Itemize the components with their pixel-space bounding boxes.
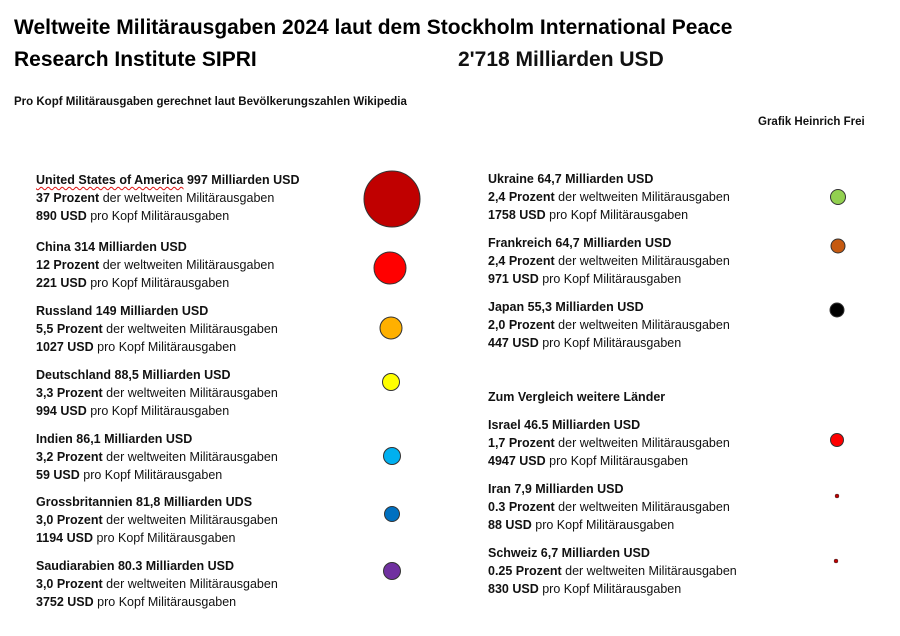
country-per-capita-label: 1027 USD pro Kopf Militärausgaben (36, 340, 237, 354)
country-spending-value: 64,7 Milliarden USD (533, 172, 654, 186)
bubble-russland (380, 317, 402, 339)
country-percent-label: 12 Prozent der weltweiten Militärausgaben (36, 258, 275, 272)
country-per-capita-label: 994 USD pro Kopf Militärausgaben (36, 404, 230, 418)
country-per-capita-label: 447 USD pro Kopf Militärausgaben (488, 336, 682, 350)
country-percent-label: 2,0 Prozent der weltweiten Militärausgaben (488, 318, 730, 332)
country-per-capita-label: 1758 USD pro Kopf Militärausgaben (488, 208, 689, 222)
bubble-deutschland (383, 374, 400, 391)
country-spending-value: 997 Milliarden USD (183, 173, 300, 187)
country-percent-label: 2,4 Prozent der weltweiten Militärausgaben (488, 254, 730, 268)
country-percent-label: 0.25 Prozent der weltweiten Militärausgaben (488, 564, 737, 578)
country-spending-value: 149 Milliarden USD (92, 304, 209, 318)
country-per-capita-label: 971 USD pro Kopf Militärausgaben (488, 272, 682, 286)
bubble-israel (831, 434, 844, 447)
country-spending-value: 80.3 Milliarden USD (114, 559, 234, 573)
country-spending-value: 314 Milliarden USD (70, 240, 187, 254)
country-per-capita-label: 830 USD pro Kopf Militärausgaben (488, 582, 682, 596)
bubble-ukraine (831, 190, 846, 205)
country-percent-label: 37 Prozent der weltweiten Militärausgaben (36, 191, 275, 205)
country-name: Indien (36, 432, 73, 446)
country-spending-value: 86,1 Milliarden USD (72, 432, 193, 446)
country-percent-label: 3,3 Prozent der weltweiten Militärausgaben (36, 386, 278, 400)
country-name: China (36, 240, 71, 254)
chart-subtitle: Pro Kopf Militärausgaben gerechnet laut Bevölkerungszahlen Wikipedia (14, 96, 407, 108)
country-per-capita-label: 221 USD pro Kopf Militärausgaben (36, 276, 230, 290)
bubble-frankreich (831, 239, 845, 253)
country-percent-label: 1,7 Prozent der weltweiten Militärausgaben (488, 436, 730, 450)
country-spending-value: 81,8 Milliarden UDS (132, 495, 253, 509)
country-spending-value: 6,7 Milliarden USD (537, 546, 650, 560)
country-name: United States of America (36, 173, 184, 187)
bubble-grossbritannien (385, 507, 400, 522)
country-per-capita-label: 4947 USD pro Kopf Militärausgaben (488, 454, 689, 468)
country-name: Deutschland (36, 368, 112, 382)
country-spending-value: 88,5 Milliarden USD (111, 368, 231, 382)
country-spending-value: 46.5 Milliarden USD (520, 418, 641, 432)
country-name: Iran (488, 482, 511, 496)
bubble-indien (384, 448, 401, 465)
country-name: Frankreich (488, 236, 552, 250)
country-spending-value: 64,7 Milliarden USD (551, 236, 672, 250)
bubble-japan (830, 303, 844, 317)
country-name: Japan (488, 300, 525, 314)
bubble-china (374, 252, 406, 284)
country-name: Grossbritannien (36, 495, 133, 509)
country-name: Ukraine (488, 172, 534, 186)
country-name: Russland (36, 304, 93, 318)
country-spending-value: 7,9 Milliarden USD (510, 482, 624, 496)
country-percent-label: 2,4 Prozent der weltweiten Militärausgaben (488, 190, 730, 204)
chart-title-line1: Weltweite Militärausgaben 2024 laut dem Stockholm International Peace (14, 16, 733, 39)
bubble-schweiz (834, 559, 838, 563)
country-per-capita-label: 890 USD pro Kopf Militärausgaben (36, 209, 230, 223)
chart-credit: Grafik Heinrich Frei (758, 116, 865, 128)
country-percent-label: 3,2 Prozent der weltweiten Militärausgaben (36, 450, 278, 464)
country-name: Schweiz (488, 546, 538, 560)
country-per-capita-label: 59 USD pro Kopf Militärausgaben (36, 468, 223, 482)
country-percent-label: 3,0 Prozent der weltweiten Militärausgaben (36, 513, 278, 527)
total-spending: 2'718 Milliarden USD (458, 48, 664, 71)
country-name: Saudiarabien (36, 559, 115, 573)
chart-title-line2: Research Institute SIPRI (14, 48, 257, 71)
country-name: Israel (488, 418, 521, 432)
bubble-saudiarabien (384, 563, 401, 580)
country-per-capita-label: 3752 USD pro Kopf Militärausgaben (36, 595, 237, 609)
country-spending-value: 55,3 Milliarden USD (524, 300, 644, 314)
country-per-capita-label: 88 USD pro Kopf Militärausgaben (488, 518, 675, 532)
country-percent-label: 3,0 Prozent der weltweiten Militärausgaben (36, 577, 278, 591)
country-percent-label: 0.3 Prozent der weltweiten Militärausgaben (488, 500, 730, 514)
bubble-iran (835, 494, 839, 498)
comparison-heading: Zum Vergleich weitere Länder (488, 390, 666, 404)
country-per-capita-label: 1194 USD pro Kopf Militärausgaben (36, 531, 236, 545)
country-percent-label: 5,5 Prozent der weltweiten Militärausgaben (36, 322, 278, 336)
bubble-usa (364, 171, 420, 227)
